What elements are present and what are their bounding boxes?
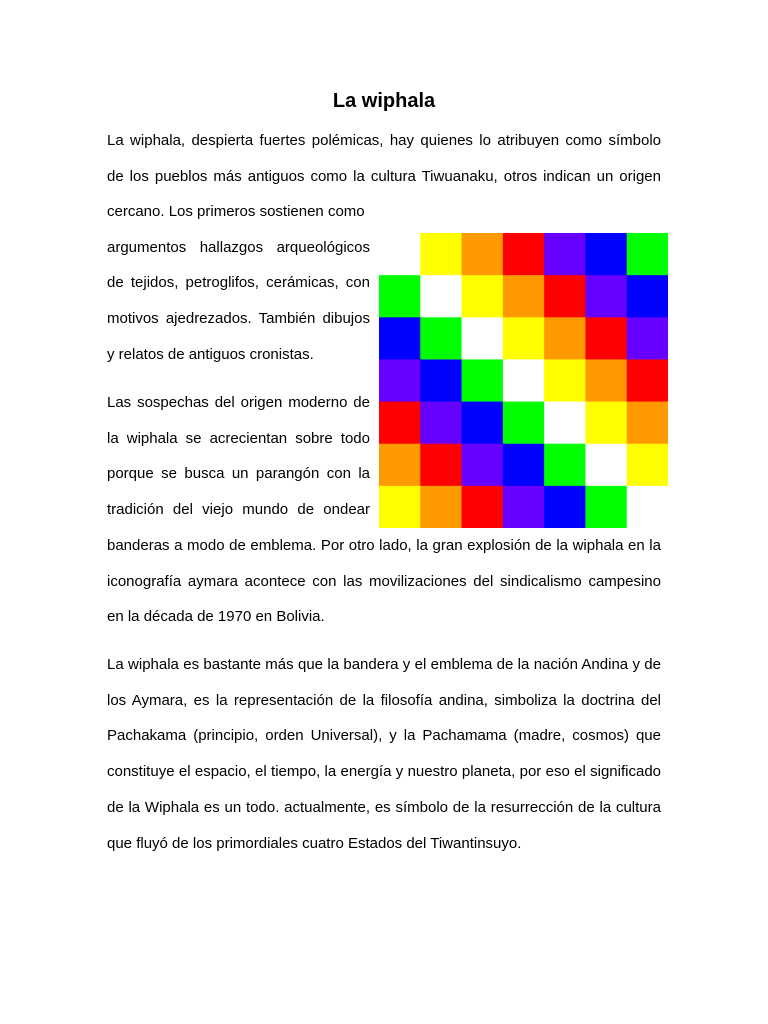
flag-square-green bbox=[627, 233, 668, 276]
text-line: Las sospechas del origen moderno de bbox=[107, 394, 370, 411]
flag-square-orange bbox=[462, 233, 504, 276]
flag-square-green bbox=[503, 402, 545, 445]
flag-square-green bbox=[420, 317, 462, 360]
flag-square-green bbox=[379, 275, 421, 318]
flag-square-red bbox=[585, 317, 627, 360]
text-line: en la década de 1970 en Bolivia. bbox=[107, 608, 325, 626]
flag-square-red bbox=[503, 233, 545, 276]
flag-square-yellow bbox=[503, 317, 545, 360]
paragraph-1-full bbox=[107, 123, 661, 194]
flag-square-blue bbox=[420, 359, 462, 402]
flag-square-red bbox=[544, 275, 586, 318]
flag-square-orange bbox=[420, 486, 462, 528]
flag-square-violet bbox=[544, 233, 586, 276]
flag-square-blue bbox=[627, 275, 668, 318]
flag-square-orange bbox=[585, 359, 627, 402]
flag-square-blue bbox=[462, 402, 504, 445]
flag-square-red bbox=[627, 359, 668, 402]
text-line: argumentos hallazgos arqueológicos bbox=[107, 238, 370, 256]
flag-square-orange bbox=[503, 275, 545, 318]
flag-square-violet bbox=[585, 275, 627, 318]
text-line: banderas a modo de emblema. Por otro lado, la gran explosión de la wiphala en la bbox=[107, 537, 661, 554]
paragraph-1-narrow bbox=[107, 194, 370, 373]
text-line: los Aymara, es la representación de la filosofía andina, simboliza la doctrina del bbox=[107, 691, 661, 709]
flag-square-violet bbox=[462, 444, 504, 487]
document-title: La wiphala bbox=[332, 90, 436, 112]
text-line: de la Wiphala es un todo. actualmente, es símbolo de la resurrección de la cultura bbox=[107, 798, 661, 816]
flag-square-blue bbox=[585, 233, 627, 276]
text-line: La wiphala es bastante más que la bandera y el emblema de la nación Andina y de bbox=[107, 656, 661, 673]
flag-square-blue bbox=[379, 317, 421, 360]
flag-square-white bbox=[462, 317, 504, 360]
flag-square-red bbox=[379, 402, 421, 445]
flag-square-violet bbox=[420, 402, 462, 445]
text-line: y relatos de antiguos cronistas. bbox=[107, 345, 314, 363]
text-line: la wiphala se acrecientan sobre todo bbox=[107, 429, 370, 447]
flag-square-yellow bbox=[585, 402, 627, 445]
text-line: motivos ajedrezados. También dibujos bbox=[107, 310, 370, 328]
flag-square-white bbox=[420, 275, 462, 318]
flag-square-white bbox=[503, 359, 545, 402]
text-line: La wiphala, despierta fuertes polémicas, hay quienes lo atribuyen como símbolo bbox=[107, 132, 661, 149]
text-line: de los pueblos más antiguos como la cultura Tiwuanaku, otros indican un origen bbox=[107, 167, 661, 185]
flag-square-violet bbox=[627, 317, 668, 360]
flag-square-white bbox=[379, 233, 421, 276]
flag-square-yellow bbox=[379, 486, 421, 528]
text-line: cercano. Los primeros sostienen como bbox=[107, 203, 365, 220]
paragraph-2-narrow bbox=[107, 385, 370, 528]
flag-square-yellow bbox=[462, 275, 504, 318]
flag-square-red bbox=[420, 444, 462, 487]
flag-square-yellow bbox=[544, 359, 586, 402]
flag-square-green bbox=[462, 359, 504, 402]
flag-square-white bbox=[585, 444, 627, 487]
text-line: porque se busca un parangón con la bbox=[107, 465, 370, 483]
flag-square-blue bbox=[503, 444, 545, 487]
text-line: constituye el espacio, el tiempo, la energía y nuestro planeta, por eso el significado bbox=[107, 763, 661, 781]
paragraph-3 bbox=[107, 647, 661, 861]
flag-square-orange bbox=[379, 444, 421, 487]
wiphala-flag-image bbox=[379, 233, 668, 528]
flag-square-orange bbox=[627, 402, 668, 445]
text-line: Pachakama (principio, orden Universal), y la Pachamama (madre, cosmos) que bbox=[107, 727, 661, 745]
flag-square-white bbox=[627, 486, 668, 528]
flag-square-yellow bbox=[420, 233, 462, 276]
flag-square-red bbox=[462, 486, 504, 528]
text-line: que fluyó de los primordiales cuatro Estados del Tiwantinsuyo. bbox=[107, 834, 522, 852]
flag-square-green bbox=[544, 444, 586, 487]
flag-square-green bbox=[585, 486, 627, 528]
text-line: de tejidos, petroglifos, cerámicas, con bbox=[107, 274, 370, 292]
flag-square-orange bbox=[544, 317, 586, 360]
paragraph-2-full bbox=[107, 528, 661, 635]
flag-square-violet bbox=[503, 486, 545, 528]
flag-square-blue bbox=[544, 486, 586, 528]
flag-square-white bbox=[544, 402, 586, 445]
flag-square-yellow bbox=[627, 444, 668, 487]
text-line: tradición del viejo mundo de ondear bbox=[107, 501, 370, 519]
flag-square-violet bbox=[379, 359, 421, 402]
text-line: iconografía aymara acontece con las movilizaciones del sindicalismo campesino bbox=[107, 572, 661, 590]
